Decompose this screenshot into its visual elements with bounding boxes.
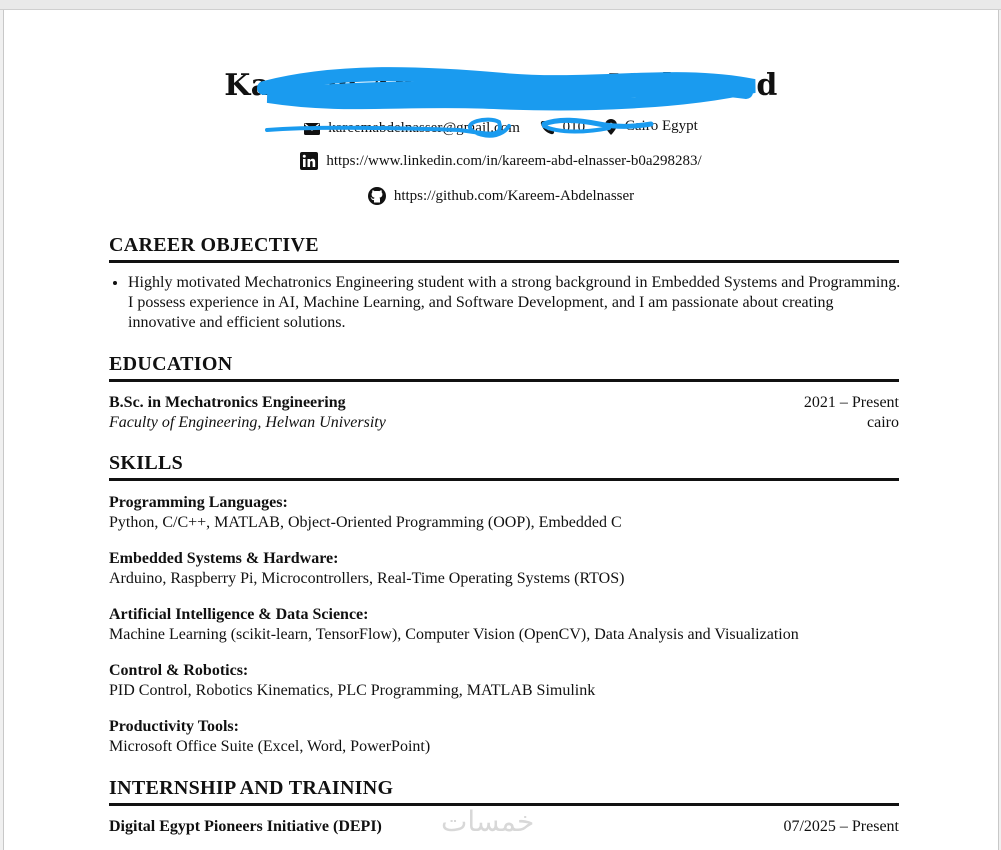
skill-items: Machine Learning (scikit-learn, TensorFlow), Computer Vision (OpenCV), Data Analysis and Visualization <box>109 626 799 643</box>
internship-dates: 07/2025 – Present <box>783 818 899 835</box>
candidate-name: Kareem Abdel Nasser Mohamed <box>224 68 778 103</box>
career-objective-text: • Highly motivated Mechatronics Engineering student with a strong background in Embedded Systems and Programming. I possess experience in AI, Machine Learning, and Software Development, and I am passionate about creating innovative and efficient solutions. <box>128 273 902 333</box>
name-redaction-scribble <box>254 62 764 114</box>
linkedin-item[interactable] <box>300 152 701 170</box>
education-entry <box>109 393 899 433</box>
linkedin-url: https://www.linkedin.com/in/kareem-abd-elnasser-b0a298283/ <box>326 152 702 169</box>
github-icon <box>368 187 386 205</box>
skill-items: Arduino, Raspberry Pi, Microcontrollers, Real-Time Operating Systems (RTOS) <box>109 570 625 587</box>
section-title-skills: SKILLS <box>109 452 899 481</box>
education-dates: 2021 – Present <box>803 394 899 411</box>
degree: B.Sc. in Mechatronics Engineering <box>109 394 346 411</box>
skill-group <box>109 605 899 645</box>
phone-text: 010 <box>562 118 586 135</box>
skill-group <box>109 549 899 589</box>
section-title-internship: INTERNSHIP AND TRAINING <box>109 777 899 806</box>
skill-group <box>109 717 899 757</box>
skill-group <box>109 493 899 533</box>
skill-heading: Control & Robotics: <box>109 662 249 679</box>
skill-heading: Artificial Intelligence & Data Science: <box>109 606 369 623</box>
skill-heading: Productivity Tools: <box>109 718 239 735</box>
internship-program: Digital Egypt Pioneers Initiative (DEPI) <box>109 818 382 835</box>
institution: Faculty of Engineering, Helwan University <box>109 414 386 431</box>
resume-page <box>3 10 999 850</box>
viewer-top-bar <box>0 0 1001 10</box>
skill-items: Microsoft Office Suite (Excel, Word, PowerPoint) <box>109 738 431 755</box>
education-location: cairo <box>867 414 899 431</box>
contact-redaction-scribble <box>259 112 659 152</box>
github-url: https://github.com/Kareem-Abdelnasser <box>393 187 635 204</box>
site-watermark: خمسات <box>441 805 535 838</box>
github-item[interactable] <box>368 187 634 205</box>
skill-group <box>109 661 899 701</box>
contact-row-3 <box>4 187 998 210</box>
section-title-education: EDUCATION <box>109 353 899 382</box>
skill-items: Python, C/C++, MATLAB, Object-Oriented Programming (OOP), Embedded C <box>109 514 622 531</box>
skill-items: PID Control, Robotics Kinematics, PLC Programming, MATLAB Simulink <box>109 682 596 699</box>
email-text: kareemabdelnasser@gmail.com <box>328 120 520 136</box>
career-objective-block <box>112 273 902 333</box>
linkedin-icon <box>300 152 318 170</box>
location-text: Cairo Egypt <box>624 118 698 134</box>
section-title-career-objective: CAREER OBJECTIVE <box>109 234 899 263</box>
contact-row-2 <box>4 152 998 175</box>
skills-list <box>109 493 899 773</box>
skill-heading: Programming Languages: <box>109 494 288 511</box>
skill-heading: Embedded Systems & Hardware: <box>109 550 339 567</box>
